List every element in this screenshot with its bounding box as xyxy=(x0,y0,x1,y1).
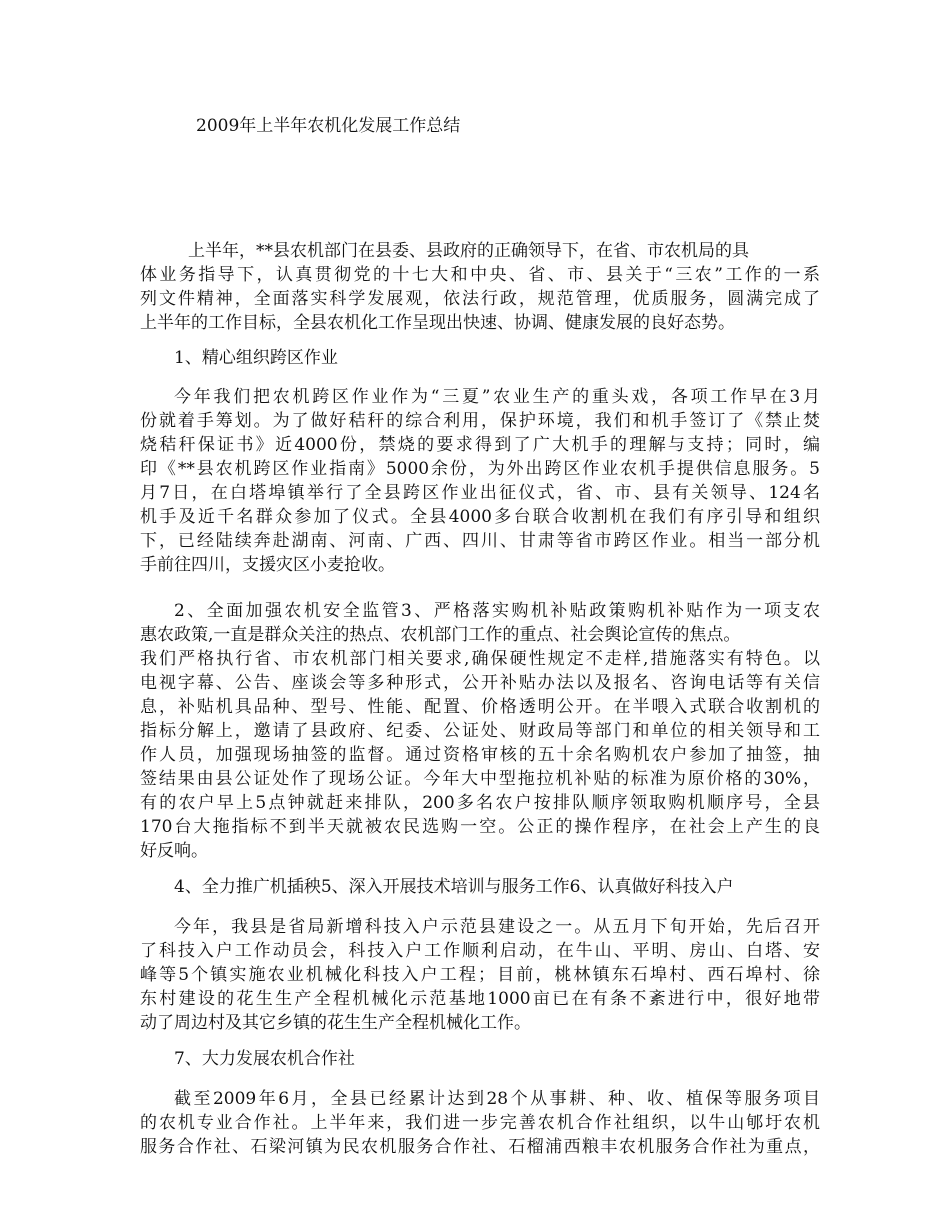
paragraph-line: 月7日，在白塔埠镇举行了全县跨区作业出征仪式，省、市、县有关领导、124名 xyxy=(140,483,820,503)
paragraph-line: 的农机专业合作社。上半年来，我们进一步完善农机合作社组织，以牛山郇圩农机 xyxy=(140,1113,820,1133)
section-heading: 4、全力推广机插秧5、深入开展技术培训与服务工作6、认真做好科技入户 xyxy=(174,877,734,897)
paragraph-line: 息，补贴机具品种、型号、性能、配置、价格透明公开。在半喂入式联合收割机的 xyxy=(140,697,820,717)
section-heading: 1、精心组织跨区作业 xyxy=(174,348,338,368)
paragraph-line: 好反响。 xyxy=(140,841,208,861)
section-heading: 7、大力发展农机合作社 xyxy=(174,1049,355,1069)
paragraph-line: 服务合作社、石梁河镇为民农机服务合作社、石榴浦西粮丰农机服务合作社为重点， xyxy=(140,1137,820,1157)
document-title: 2009年上半年农机化发展工作总结 xyxy=(196,116,461,136)
paragraph-line: 份就着手筹划。为了做好秸秆的综合利用，保护环境，我们和机手签订了《禁止焚 xyxy=(140,411,820,431)
paragraph-line: 签结果由县公证处作了现场公证。今年大中型拖拉机补贴的标准为原价格的30%， xyxy=(140,769,820,789)
paragraph-line: 上半年，**县农机部门在县委、县政府的正确领导下，在省、市农机局的具 xyxy=(188,241,749,261)
paragraph-line: 手前往四川，支援灾区小麦抢收。 xyxy=(140,555,395,575)
paragraph-line: 烧秸秆保证书》近4000份，禁烧的要求得到了广大机手的理解与支持；同时，编 xyxy=(140,435,820,455)
paragraph-line: 东村建设的花生生产全程机械化示范基地1000亩已在有条不紊进行中，很好地带 xyxy=(140,989,820,1009)
paragraph-line: 体业务指导下，认真贯彻党的十七大和中央、省、市、县关于“三农”工作的一系 xyxy=(140,265,820,285)
paragraph-line: 上半年的工作目标，全县农机化工作呈现出快速、协调、健康发展的良好态势。 xyxy=(140,313,735,333)
paragraph-line: 170台大拖指标不到半天就被农民选购一空。公正的操作程序，在社会上产生的良 xyxy=(140,817,820,837)
paragraph-line: 我们严格执行省、市农机部门相关要求,确保硬性规定不走样,措施落实有特色。以 xyxy=(140,649,820,669)
paragraph-line: 列文件精神，全面落实科学发展观，依法行政，规范管理，优质服务，圆满完成了 xyxy=(140,289,820,309)
paragraph-line: 有的农户早上5点钟就赶来排队，200多名农户按排队顺序领取购机顺序号，全县 xyxy=(140,793,820,813)
paragraph-line: 惠农政策,一直是群众关注的热点、农机部门工作的重点、社会舆论宣传的焦点。 xyxy=(140,625,741,645)
paragraph-line: 2、全面加强农机安全监管3、严格落实购机补贴政策购机补贴作为一项支农 xyxy=(174,601,820,621)
paragraph-line: 指标分解上，邀请了县政府、纪委、公证处、财政局等部门和单位的相关领导和工 xyxy=(140,721,820,741)
paragraph-line: 今年我们把农机跨区作业作为“三夏”农业生产的重头戏，各项工作早在3月 xyxy=(174,387,820,407)
paragraph-line: 电视字幕、公告、座谈会等多种形式，公开补贴办法以及报名、咨询电话等有关信 xyxy=(140,673,820,693)
paragraph-line: 作人员，加强现场抽签的监督。通过资格审核的五十余名购机农户参加了抽签，抽 xyxy=(140,745,820,765)
paragraph-line: 动了周边村及其它乡镇的花生生产全程机械化工作。 xyxy=(140,1013,531,1033)
paragraph-line: 峰等5个镇实施农业机械化科技入户工程；目前，桃林镇东石埠村、西石埠村、徐 xyxy=(140,965,820,985)
paragraph-line: 印《**县农机跨区作业指南》5000余份，为外出跨区作业农机手提供信息服务。5 xyxy=(140,459,820,479)
paragraph-line: 今年，我县是省局新增科技入户示范县建设之一。从五月下旬开始，先后召开 xyxy=(174,917,820,937)
paragraph-line: 截至2009年6月，全县已经累计达到28个从事耕、种、收、植保等服务项目 xyxy=(174,1089,820,1109)
paragraph-line: 机手及近千名群众参加了仪式。全县4000多台联合收割机在我们有序引导和组织 xyxy=(140,507,820,527)
paragraph-line: 下，已经陆续奔赴湖南、河南、广西、四川、甘肃等省市跨区作业。相当一部分机 xyxy=(140,531,820,551)
paragraph-line: 了科技入户工作动员会，科技入户工作顺利启动，在牛山、平明、房山、白塔、安 xyxy=(140,941,820,961)
